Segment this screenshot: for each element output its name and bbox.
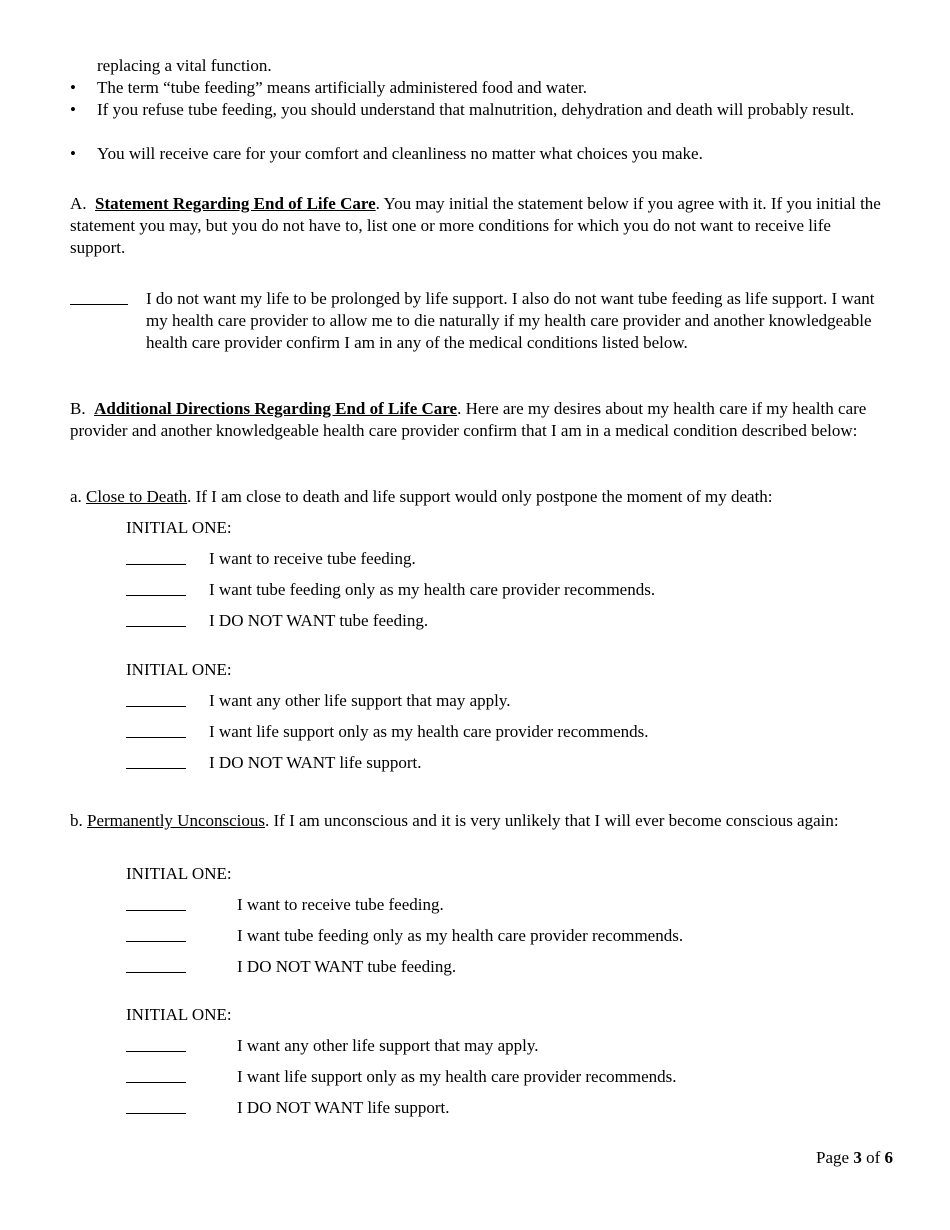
initial-one-label: INITIAL ONE: bbox=[126, 864, 232, 883]
option-text: I DO NOT WANT life support. bbox=[237, 1098, 450, 1117]
initial-line[interactable] bbox=[126, 722, 186, 738]
bullet-item bbox=[70, 77, 890, 99]
section-b-text: . Here are my desires about my health care if my health care provider and another knowledgeable health care provider confirm that I am in a medical condition described below: bbox=[70, 399, 867, 440]
initial-line[interactable] bbox=[126, 549, 186, 565]
initial-one-label: INITIAL ONE: bbox=[126, 1005, 232, 1024]
section-a-heading: Statement Regarding End of Life Care bbox=[95, 194, 376, 213]
bullet-continuation: replacing a vital function. bbox=[97, 56, 272, 75]
initial-line[interactable] bbox=[126, 1098, 186, 1114]
bullet-symbol: • bbox=[70, 144, 76, 163]
option-text: I DO NOT WANT tube feeding. bbox=[209, 611, 429, 630]
initial-one-label: INITIAL ONE: bbox=[126, 660, 232, 679]
option-text: I want tube feeding only as my health care provider recommends. bbox=[209, 580, 656, 599]
condition-b-paragraph bbox=[70, 810, 890, 832]
condition-a-title: Close to Death bbox=[86, 487, 188, 506]
section-a-statement bbox=[70, 288, 890, 354]
bullet-symbol: • bbox=[70, 78, 76, 97]
option-text: I want to receive tube feeding. bbox=[237, 895, 444, 914]
condition-b-title: Permanently Unconscious bbox=[87, 811, 265, 830]
page-total: 6 bbox=[884, 1148, 893, 1167]
bullet-text: The term “tube feeding” means artificially administered food and water. bbox=[97, 78, 587, 97]
initial-line[interactable] bbox=[70, 289, 128, 305]
condition-a-prefix: a. bbox=[70, 487, 82, 506]
condition-b-prefix: b. bbox=[70, 811, 83, 830]
initial-line[interactable] bbox=[126, 957, 186, 973]
option-text: I want any other life support that may apply. bbox=[237, 1036, 539, 1055]
bullet-item bbox=[70, 99, 890, 121]
section-b-prefix: B. bbox=[70, 399, 86, 418]
initial-line[interactable] bbox=[126, 580, 186, 596]
page-current: 3 bbox=[853, 1148, 862, 1167]
initial-line[interactable] bbox=[126, 753, 186, 769]
option-text: I DO NOT WANT tube feeding. bbox=[237, 957, 457, 976]
initial-line[interactable] bbox=[126, 1036, 186, 1052]
condition-a-text: . If I am close to death and life support would only postpone the moment of my death: bbox=[187, 487, 773, 506]
initial-line[interactable] bbox=[126, 926, 186, 942]
section-a-paragraph bbox=[70, 193, 890, 259]
option-text: I want life support only as my health care provider recommends. bbox=[209, 722, 649, 741]
page-of-word: of bbox=[866, 1148, 881, 1167]
bullet-item bbox=[70, 143, 890, 165]
option-text: I want tube feeding only as my health care provider recommends. bbox=[237, 926, 684, 945]
initial-one-label: INITIAL ONE: bbox=[126, 518, 232, 537]
option-text: I want life support only as my health care provider recommends. bbox=[237, 1067, 677, 1086]
initial-line[interactable] bbox=[126, 895, 186, 911]
bullet-text: If you refuse tube feeding, you should understand that malnutrition, dehydration and death will probably result. bbox=[97, 100, 855, 119]
section-a-text: . You may initial the statement below if you agree with it. If you initial the statement you may, but you do not have to, list one or more conditions for which you do not want to receive life support. bbox=[70, 194, 881, 257]
section-a-statement-text: I do not want my life to be prolonged by life support. I also do not want tube feeding as life support. I want my health care provider to allow me to die naturally if my health care provider and another knowledgeable health care provider confirm I am in any of the medical conditions listed below. bbox=[146, 289, 875, 352]
bullet-symbol: • bbox=[70, 100, 76, 119]
option-text: I want to receive tube feeding. bbox=[209, 549, 416, 568]
section-a-prefix: A. bbox=[70, 194, 87, 213]
bullet-text: You will receive care for your comfort and cleanliness no matter what choices you make. bbox=[97, 144, 703, 163]
condition-a-paragraph bbox=[70, 486, 890, 508]
initial-line[interactable] bbox=[126, 1067, 186, 1083]
initial-line[interactable] bbox=[126, 691, 186, 707]
option-text: I DO NOT WANT life support. bbox=[209, 753, 422, 772]
section-b-heading: Additional Directions Regarding End of Life Care bbox=[94, 399, 458, 418]
initial-line[interactable] bbox=[126, 611, 186, 627]
section-b-paragraph bbox=[70, 398, 890, 442]
page-word: Page bbox=[816, 1148, 850, 1167]
page-number bbox=[816, 1147, 893, 1169]
condition-b-text: . If I am unconscious and it is very unlikely that I will ever become conscious again: bbox=[265, 811, 839, 830]
option-text: I want any other life support that may apply. bbox=[209, 691, 511, 710]
